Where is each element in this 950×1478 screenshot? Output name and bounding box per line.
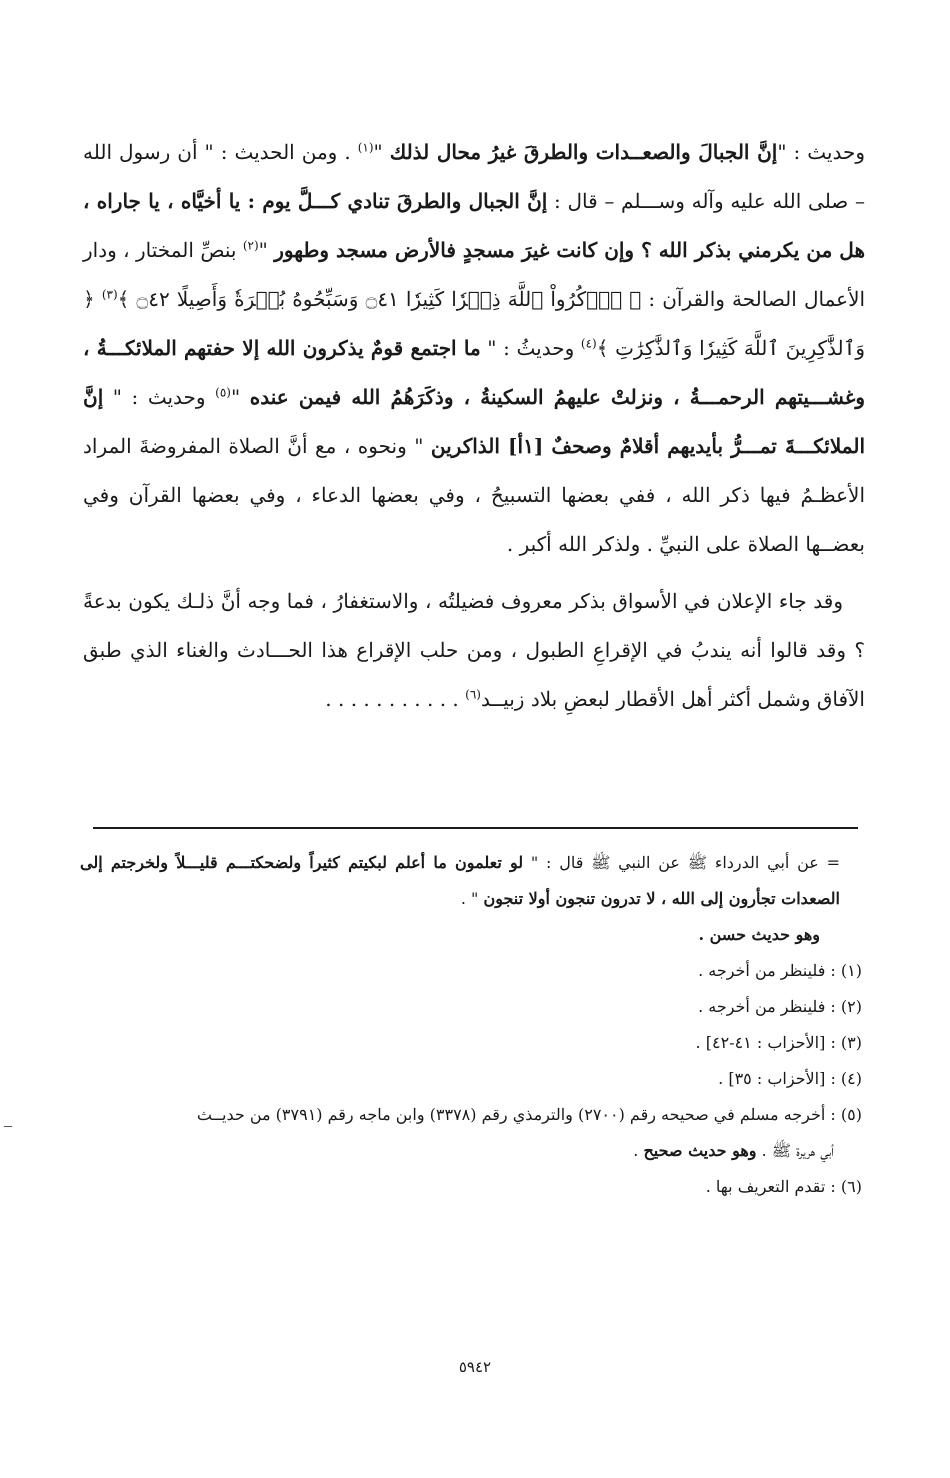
text-run: " . bbox=[460, 889, 484, 908]
footnote-ref-6: (٦) bbox=[465, 687, 481, 702]
footnote-ref-2: (٢) bbox=[242, 238, 259, 253]
text-run: " ونحوه ، مع أنَّ الصلاة المفروضةَ المراد الأعظـمُ فيها ذكر الله ، ففي بعضها التسبيحُ ، وفي بعضها الدعاء ، وفي بعضها القرآن وفي بعضــها الصلاة على النبيِّ . ولذكر الله أكبر . bbox=[83, 434, 865, 556]
text-run: وقد جاء الإعلان في الأسواق بذكر معروف فضيلتُه ، والاستغفارُ ، فما وجه أنَّ ذلـك يكون بدعةً ؟ وقد قالوا أنه يندبُ في الإقراعِ الطبول ، ومن حلب الإقراع هذا الحـــادث والغناء الذي طبق الآفاق وشمل أكثر أهل الأقطار لبعضِ بلاد زبيــد bbox=[83, 589, 865, 711]
footnote-ref-5: (٥) bbox=[215, 385, 231, 400]
text-run: . bbox=[633, 1141, 644, 1160]
footnote-6: (٦) : تقدم التعريف بها . bbox=[705, 1177, 862, 1196]
page-number: ٥٩٤٢ bbox=[458, 1358, 492, 1376]
footnote-ref-3: (٣) bbox=[101, 287, 118, 302]
quran-verse: ﴿ وَٱلذَّٰكِرِينَ ٱللَّهَ كَثِيرٗا وَٱلذَّٰكِرَٰتِ ﴾ bbox=[83, 287, 865, 360]
main-text bbox=[83, 128, 865, 724]
text-run: وحديث : " bbox=[777, 140, 865, 164]
footnote-grade bbox=[80, 917, 862, 953]
footnote-5-continuation bbox=[80, 1133, 862, 1169]
text-run: . ومن الحديث : " أن رسول الله – صلى الله عليه وآله وســـلم – قال : bbox=[83, 140, 865, 213]
paragraph-markets bbox=[83, 577, 865, 724]
text-run: " bbox=[258, 238, 275, 262]
paragraph-hadith-dhikr bbox=[83, 128, 865, 569]
hadith-quote: إنَّ الجبال والطرقَ تنادي كـــلَّ يوم : يا أخيَّاه ، يا جاراه ، هل من يكرمني بذكر الله ؟ وإن كانت غيرَ مسجدٍ فالأرض مسجد وطهور bbox=[83, 189, 865, 262]
quran-verse: بنصِّ المختار ، ودار الأعمال الصالحة والقرآن : ﴿ ٱذۡكُرُواْ ٱللَّهَ ذِكۡرٗا كَثِيرٗا ۝٤١ وَسَبِّحُوهُ بُكۡرَةٗ وَأَصِيلًا ۝٤٢ ﴾ bbox=[83, 238, 866, 311]
footnote-1: (١) : فلينظر من أخرجه . bbox=[698, 961, 862, 980]
footnote-3: (٣) : [الأحزاب : ٤١-٤٢] . bbox=[695, 1033, 862, 1052]
ellipsis-dots: . . . . . . . . . . . bbox=[325, 687, 466, 711]
text-run: أبي هريرة ﷺ . bbox=[756, 1141, 834, 1160]
footnote-ref-4: (٤) bbox=[580, 336, 597, 351]
text-run: وحديث : " bbox=[103, 385, 216, 409]
footnote-5: (٥) : أخرجه مسلم في صحيحه رقم (٢٧٠٠) والترمذي رقم (٣٣٧٨) وابن ماجه رقم (٣٧٩١) من حديــث bbox=[196, 1105, 862, 1124]
hadith-quote: إنَّ الملائكـــةَ تمـــرُّ بأيديهم أقلامٌ وصحفٌ [١أ] الذاكرين bbox=[83, 385, 866, 458]
text-run: " bbox=[230, 385, 250, 409]
footnote-continuation bbox=[80, 845, 862, 917]
footnote-2: (٢) : فلينظر من أخرجه . bbox=[698, 997, 862, 1016]
text-run: " bbox=[373, 140, 390, 164]
footnote-divider bbox=[93, 827, 858, 829]
footnote-4: (٤) : [الأحزاب : ٣٥] . bbox=[718, 1069, 862, 1088]
hadith-grade: وهو حديث حسن . bbox=[698, 925, 820, 944]
text-run: = عن أبي الدرداء ﷺ عن النبي ﷺ قال : " bbox=[523, 853, 840, 872]
footnotes bbox=[80, 845, 862, 1205]
footnote-ref-1: (١) bbox=[357, 140, 374, 155]
hadith-grade: وهو حديث صحيح bbox=[643, 1141, 757, 1160]
hadith-quote: لو تعلمون ما أعلم لبكيتم كثيراً ولضحكتـــم قليـــلاً ولخرجتم إلى الصعدات تجأرون إلى الله ، لا تدرون تنجون أولا تنجون bbox=[80, 853, 840, 908]
hadith-quote: إنَّ الجبالَ والصعــدات والطرقَ غيرُ محال لذلك bbox=[389, 140, 778, 164]
text-run: وحديثُ : " bbox=[480, 336, 581, 360]
scan-edge-mark bbox=[4, 1126, 12, 1127]
hadith-quote: ما اجتمع قومٌ يذكرون الله إلا حفتهم الملائكـــةُ ، وغشـــيتهم الرحمـــةُ ، ونزلتْ عليهمُ السكينةُ ، وذكَرَهُمُ الله فيمن عنده bbox=[83, 336, 865, 409]
